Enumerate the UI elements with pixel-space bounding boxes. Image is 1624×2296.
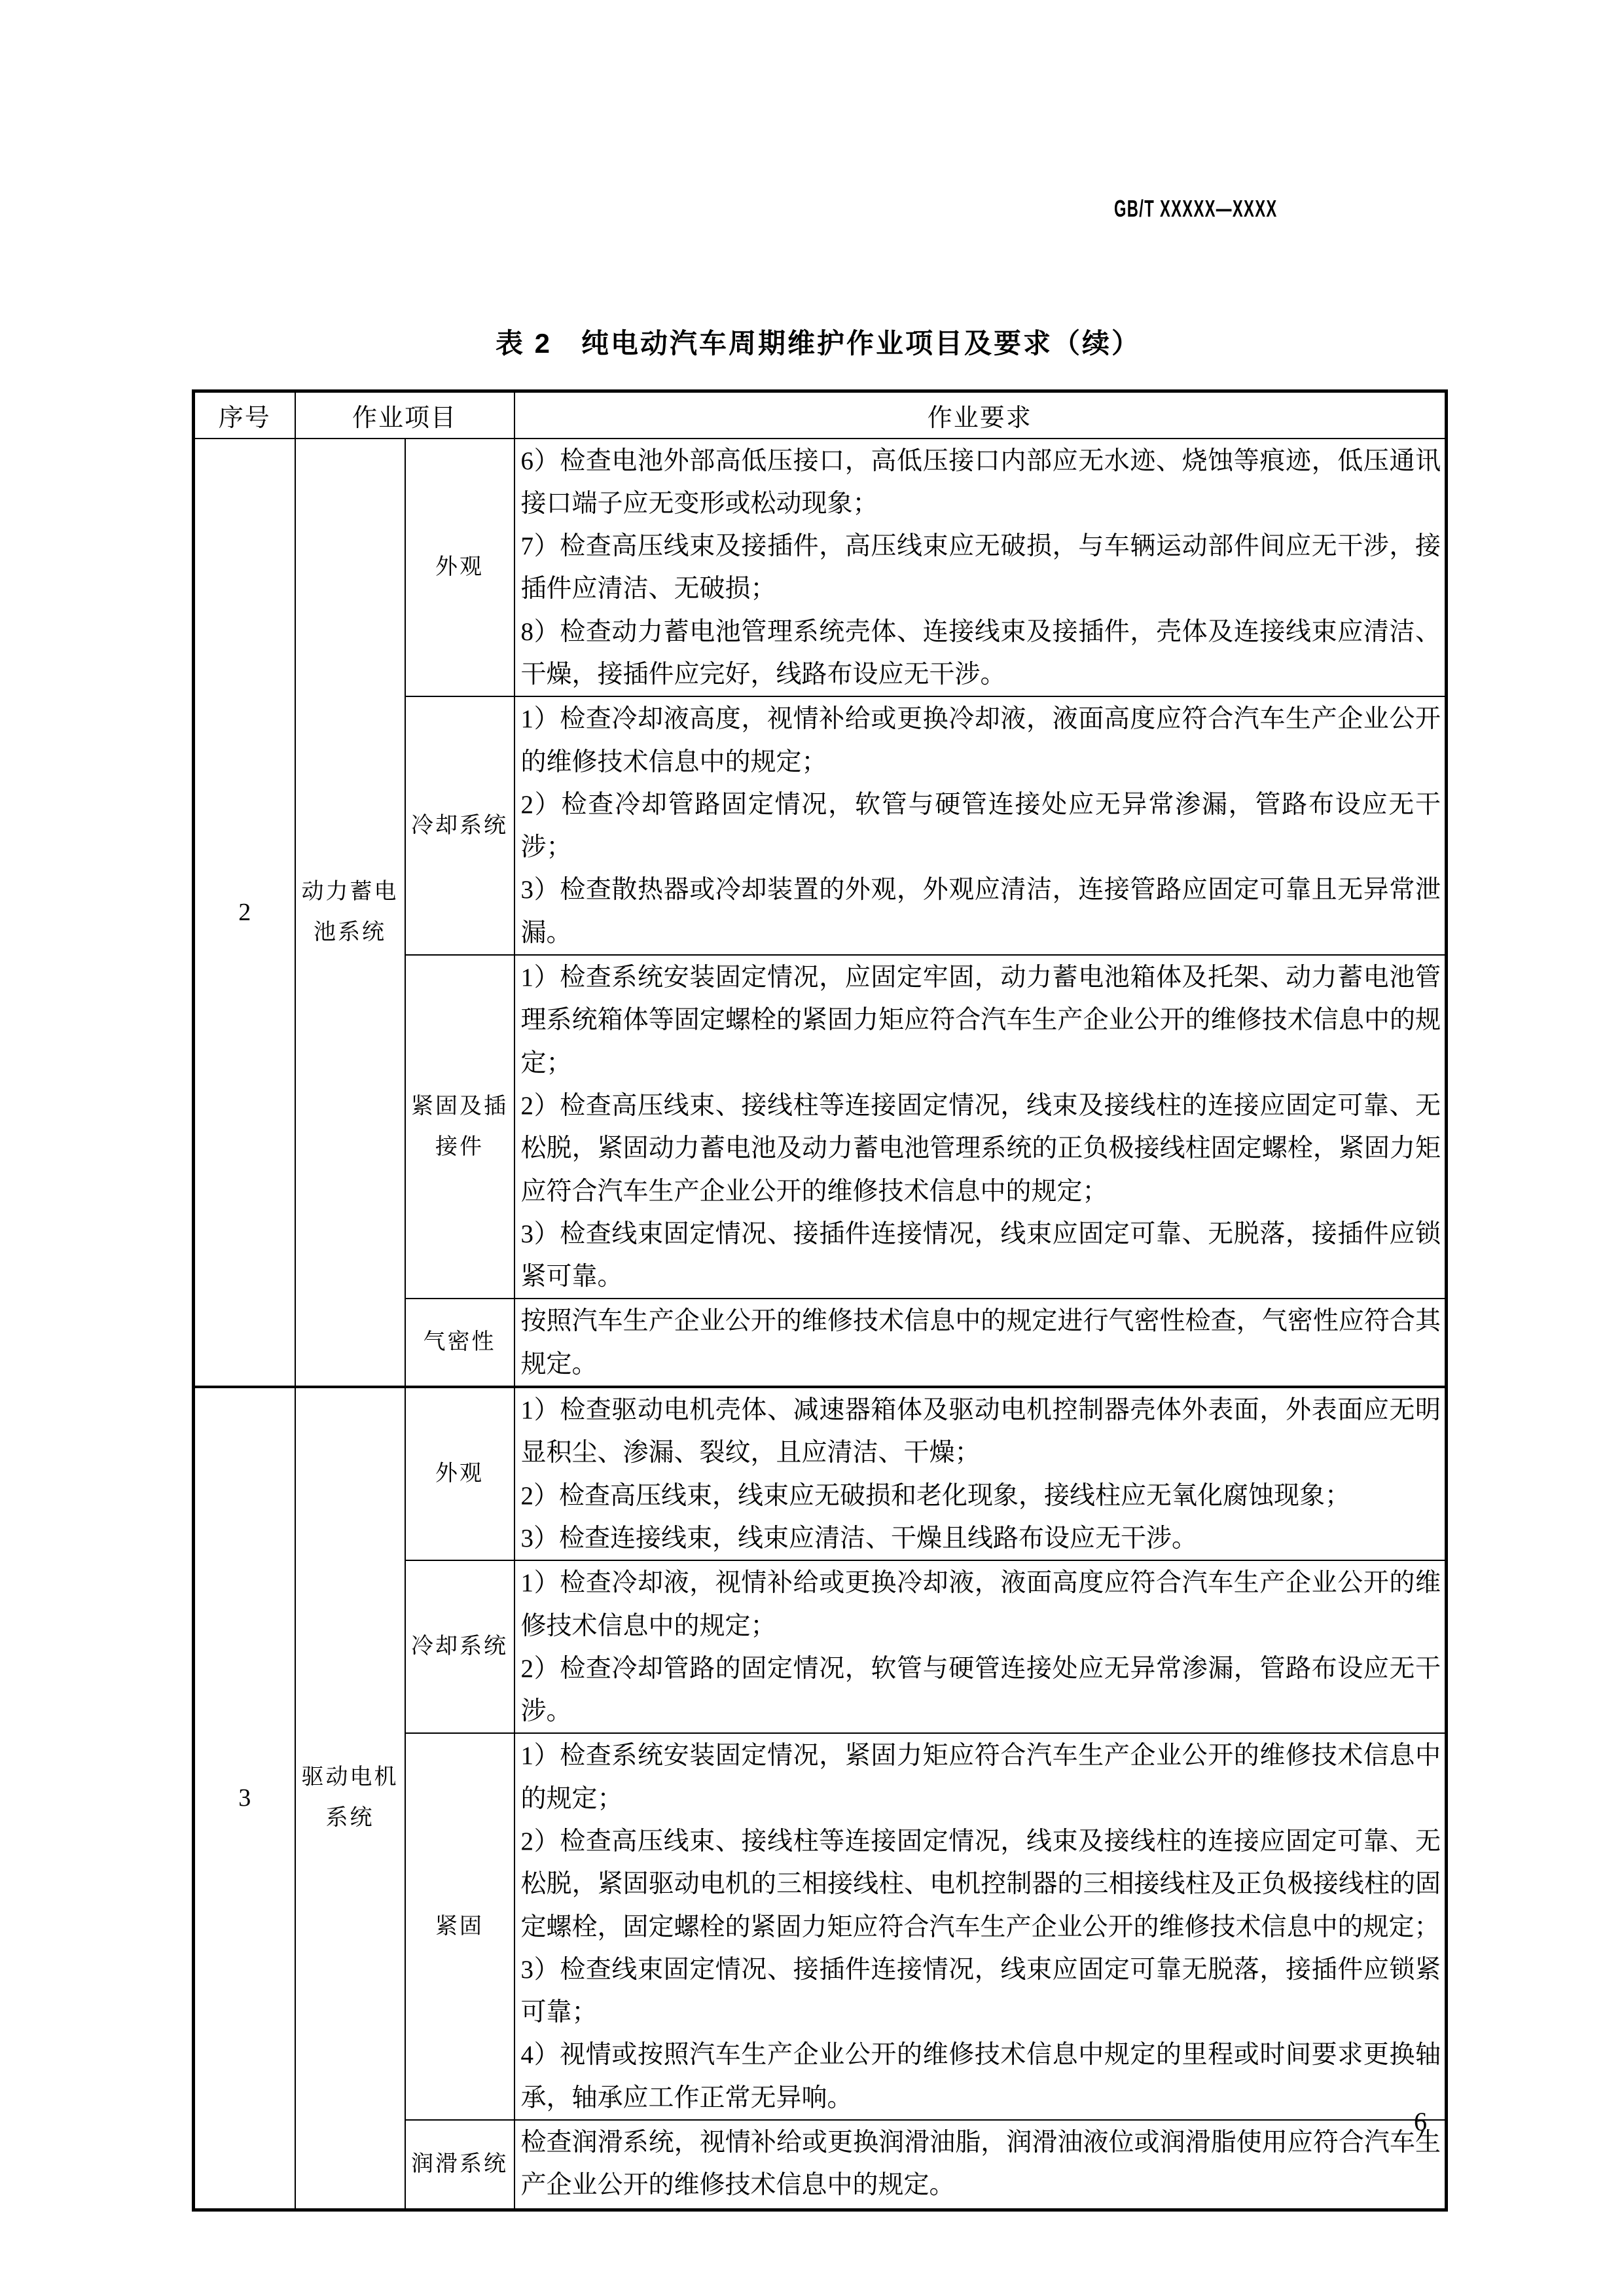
req-paragraph: 6）检查电池外部高低压接口，高低压接口内部应无水迹、烧蚀等痕迹，低压通讯接口端子应无变形或松动现象； <box>520 446 1441 518</box>
req-paragraph: 检查润滑系统，视情补给或更换润滑油脂，润滑油液位或润滑脂使用应符合汽车生产企业公开的维修技术信息中的规定。 <box>520 2128 1441 2200</box>
serial-number-cell: 3 <box>194 1387 295 2210</box>
req-paragraph: 4）视情或按照汽车生产企业公开的维修技术信息中规定的里程或时间要求更换轴承，轴承应工作正常无异响。 <box>520 2041 1441 2112</box>
req-paragraph: 按照汽车生产企业公开的维修技术信息中的规定进行气密性检查，气密性应符合其规定。 <box>520 1307 1441 1378</box>
work-item-cell: 驱动电机系统 <box>295 1387 405 2210</box>
requirements-cell <box>514 1299 1447 1387</box>
req-paragraph: 1）检查系统安装固定情况，紧固力矩应符合汽车生产企业公开的维修技术信息中的规定； <box>520 1742 1441 1813</box>
req-paragraph: 2）检查冷却管路固定情况，软管与硬管连接处应无异常渗漏，管路布设应无干涉； <box>520 790 1441 862</box>
table-row <box>194 1387 1447 1560</box>
req-paragraph: 3）检查线束固定情况、接插件连接情况，线束应固定可靠、无脱落，接插件应锁紧可靠。 <box>520 1219 1441 1291</box>
sub-item-cell: 冷却系统 <box>405 696 514 955</box>
sub-item-cell: 外观 <box>405 1387 514 1560</box>
req-paragraph: 8）检查动力蓄电池管理系统壳体、连接线束及接插件，壳体及连接线束应清洁、干燥，接插件应完好，线路布设应无干涉。 <box>520 617 1441 689</box>
requirements-cell <box>514 696 1447 955</box>
sub-item-cell: 紧固 <box>405 1733 514 2120</box>
serial-number-cell: 2 <box>194 439 295 1388</box>
table-row <box>194 439 1447 697</box>
requirements-cell <box>514 439 1447 697</box>
sub-item-cell: 润滑系统 <box>405 2120 514 2210</box>
sub-item-cell: 冷却系统 <box>405 1560 514 1733</box>
table-header-row <box>194 391 1447 439</box>
standard-code-header: GB/T XXXXX—XXXX <box>1114 195 1278 222</box>
req-paragraph: 3）检查线束固定情况、接插件连接情况，线束应固定可靠无脱落，接插件应锁紧可靠； <box>520 1955 1441 2027</box>
req-paragraph: 3）检查散热器或冷却装置的外观，外观应清洁，连接管路应固定可靠且无异常泄漏。 <box>520 876 1441 947</box>
req-paragraph: 2）检查冷却管路的固定情况，软管与硬管连接处应无异常渗漏，管路布设应无干涉。 <box>520 1654 1441 1726</box>
work-item-cell: 动力蓄电池系统 <box>295 439 405 1388</box>
sub-item-cell: 紧固及插接件 <box>405 955 514 1299</box>
column-header-requirements: 作业要求 <box>514 391 1447 439</box>
req-paragraph: 2）检查高压线束，线束应无破损和老化现象，接线柱应无氧化腐蚀现象； <box>520 1481 1351 1510</box>
sub-item-cell: 外观 <box>405 439 514 697</box>
sub-item-cell: 气密性 <box>405 1299 514 1387</box>
column-header-serial: 序号 <box>194 391 295 439</box>
requirements-cell <box>514 1733 1447 2120</box>
req-paragraph: 1）检查系统安装固定情况，应固定牢固，动力蓄电池箱体及托架、动力蓄电池管理系统箱体等固定螺栓的紧固力矩应符合汽车生产企业公开的维修技术信息中的规定； <box>520 963 1441 1077</box>
table-title: 表 2 纯电动汽车周期维护作业项目及要求（续） <box>495 328 1142 359</box>
column-header-item: 作业项目 <box>295 391 514 439</box>
maintenance-table <box>192 389 1448 2212</box>
req-paragraph: 1）检查冷却液高度，视情补给或更换冷却液，液面高度应符合汽车生产企业公开的维修技术信息中的规定； <box>520 705 1441 776</box>
requirements-cell <box>514 955 1447 1299</box>
req-paragraph: 3）检查连接线束，线束应清洁、干燥且线路布设应无干涉。 <box>520 1524 1198 1552</box>
requirements-cell <box>514 1387 1447 1560</box>
requirements-cell <box>514 1560 1447 1733</box>
page-number: 6 <box>1414 2107 1427 2136</box>
req-paragraph: 2）检查高压线束、接线柱等连接固定情况，线束及接线柱的连接应固定可靠、无松脱，紧固动力蓄电池及动力蓄电池管理系统的正负极接线柱固定螺栓，紧固力矩应符合汽车生产企业公开的维修技术信息中的规定； <box>520 1091 1441 1206</box>
requirements-cell <box>514 2120 1447 2210</box>
req-paragraph: 1）检查冷却液，视情补给或更换冷却液，液面高度应符合汽车生产企业公开的维修技术信息中的规定； <box>520 1569 1441 1640</box>
req-paragraph: 2）检查高压线束、接线柱等连接固定情况，线束及接线柱的连接应固定可靠、无松脱，紧固驱动电机的三相接线柱、电机控制器的三相接线柱及正负极接线柱的固定螺栓，固定螺栓的紧固力矩应符合汽车生产企业公开的维修技术信息中的规定； <box>520 1827 1441 1941</box>
req-paragraph: 7）检查高压线束及接插件，高压线束应无破损，与车辆运动部件间应无干涉，接插件应清洁、无破损； <box>520 532 1441 603</box>
req-paragraph: 1）检查驱动电机壳体、减速器箱体及驱动电机控制器壳体外表面，外表面应无明显积尘、渗漏、裂纹，且应清洁、干燥； <box>520 1396 1441 1467</box>
